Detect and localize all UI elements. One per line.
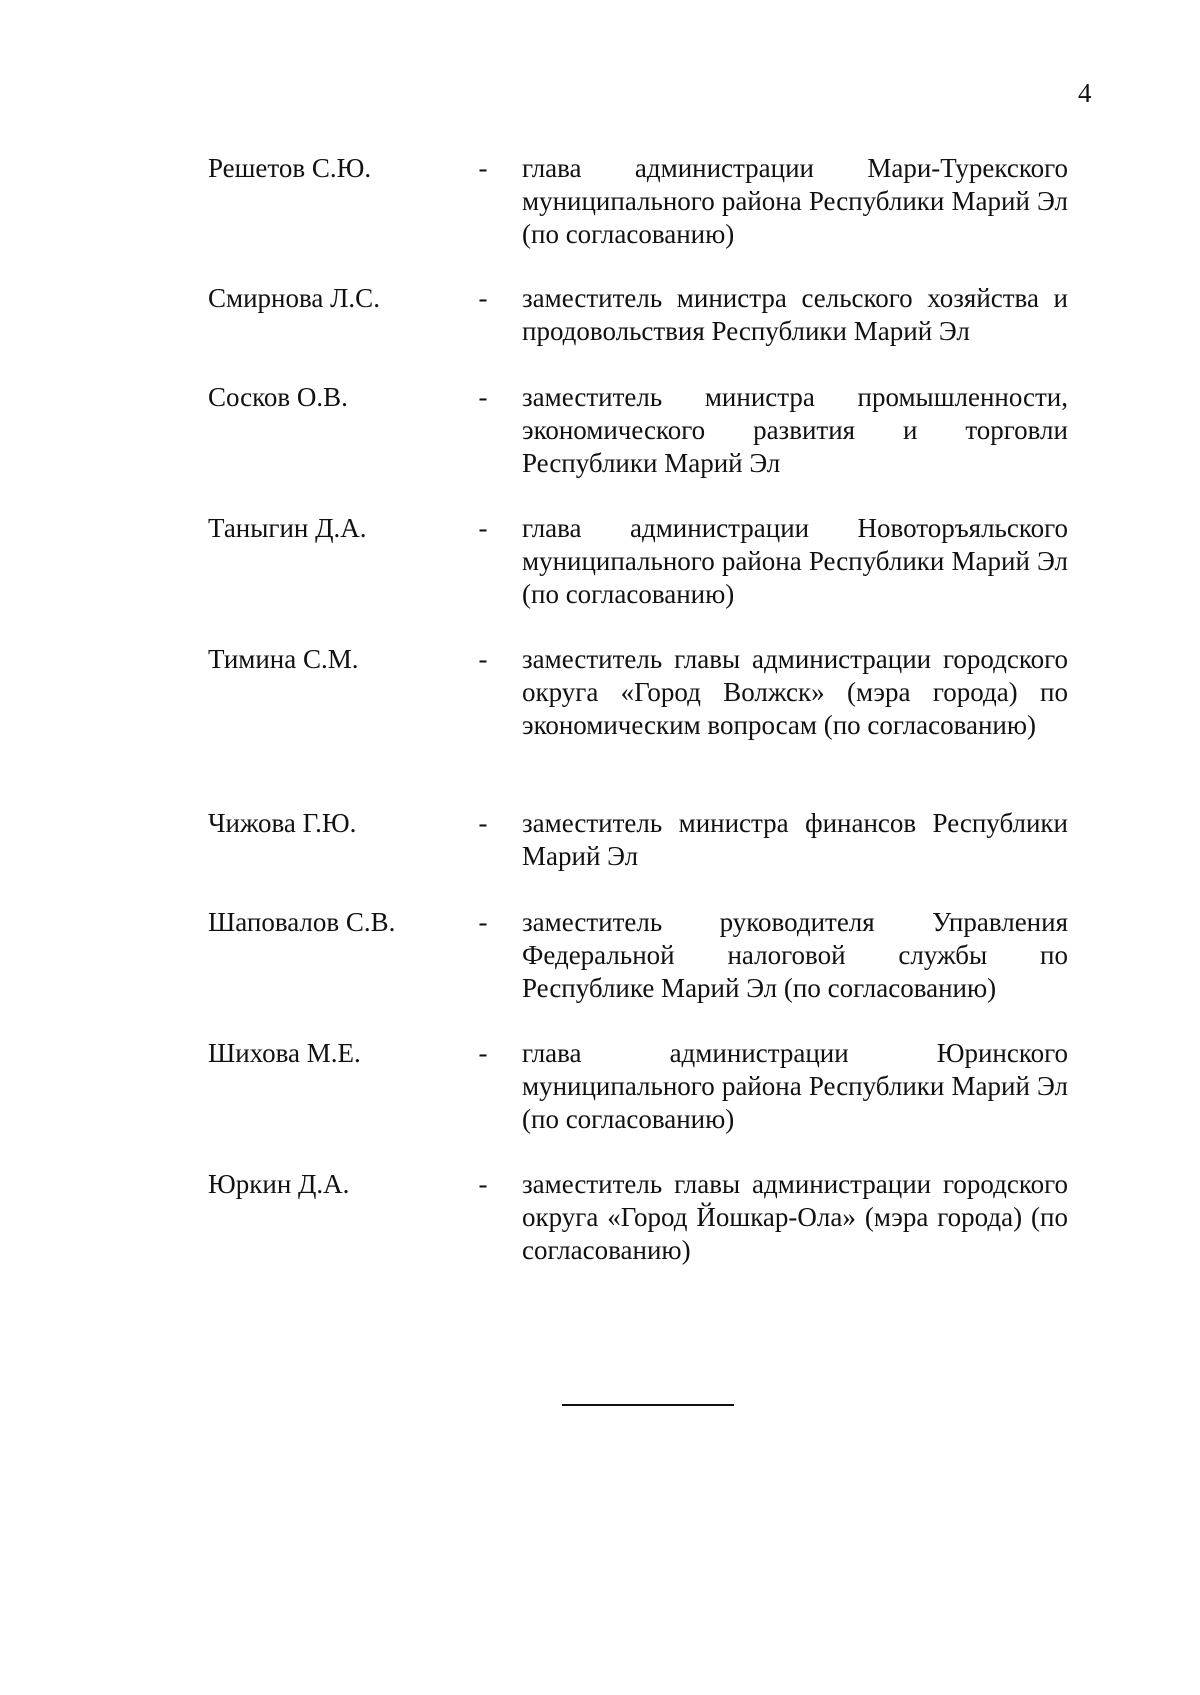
member-position: заместитель руководителя Управления Федеральной налоговой службы по Республике Марий Эл (по согласованию) (522, 907, 1068, 1003)
member-dash: - (478, 644, 488, 674)
member-dash: - (478, 513, 488, 543)
member-dash: - (478, 283, 488, 313)
member-name: Тимина С.М. (208, 644, 359, 674)
member-position: заместитель главы администрации городского округа «Город Волжск» (мэра города) по экономическим вопросам (по согласованию) (522, 644, 1068, 740)
member-dash: - (478, 382, 488, 412)
member-position: заместитель министра промышленности, экономического развития и торговли Республики Марий Эл (522, 382, 1068, 478)
member-name: Решетов С.Ю. (208, 153, 372, 183)
member-position: заместитель главы администрации городского округа «Город Йошкар-Ола» (мэра города) (по согласованию) (522, 1169, 1068, 1265)
member-position: заместитель министра финансов Республики Марий Эл (522, 808, 1068, 871)
member-name: Сосков О.В. (208, 382, 348, 412)
member-name: Таныгин Д.А. (208, 513, 367, 543)
member-position: глава администрации Юринского муниципального района Республики Марий Эл (по согласованию) (522, 1038, 1068, 1134)
member-dash: - (478, 153, 488, 183)
member-dash: - (478, 1169, 488, 1199)
end-of-list-rule (562, 1404, 734, 1406)
member-name: Смирнова Л.С. (208, 283, 380, 313)
member-dash: - (478, 1038, 488, 1068)
member-name: Чижова Г.Ю. (208, 808, 357, 838)
member-name: Шихова М.Е. (208, 1038, 361, 1068)
member-dash: - (478, 907, 488, 937)
member-dash: - (478, 808, 488, 838)
member-position: заместитель министра сельского хозяйства и продовольствия Республики Марий Эл (522, 283, 1068, 346)
member-position: глава администрации Новоторъяльского муниципального района Республики Марий Эл (по согласованию) (522, 513, 1068, 609)
page-number: 4 (1078, 78, 1092, 108)
member-name: Юркин Д.А. (208, 1169, 350, 1199)
member-position: глава администрации Мари-Турекского муниципального района Республики Марий Эл (по согласованию) (522, 153, 1068, 249)
member-name: Шаповалов С.В. (208, 907, 396, 937)
